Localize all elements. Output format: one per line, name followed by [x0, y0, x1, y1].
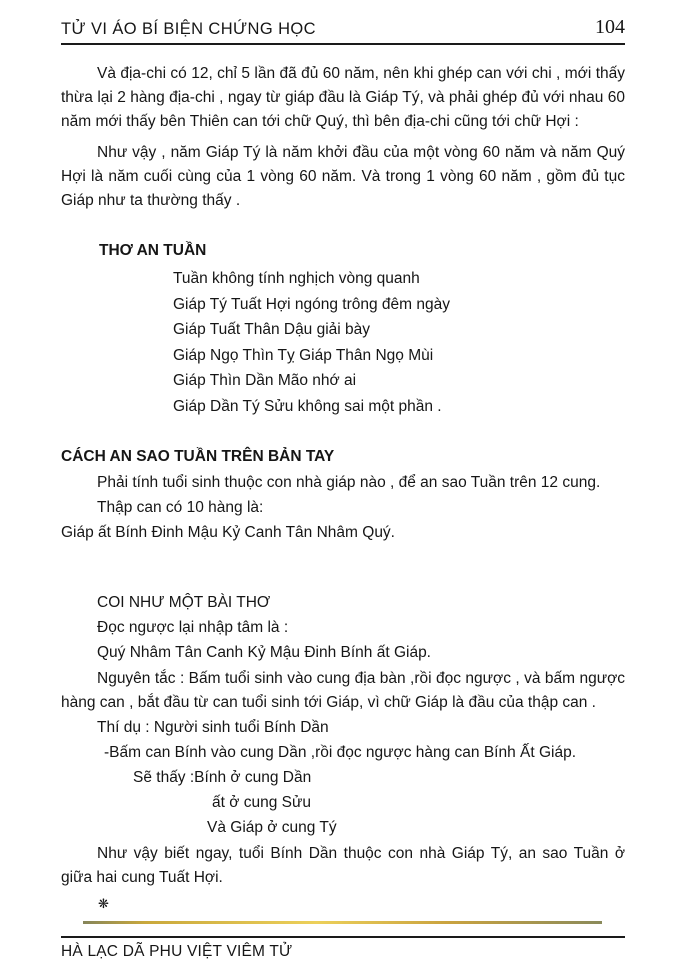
method-example-line: Thí dụ : Người sinh tuổi Bính Dần — [97, 719, 329, 736]
page-title: TỬ VI ÁO BÍ BIỆN CHỨNG HỌC — [61, 20, 316, 38]
poem-heading: THƠ AN TUẦN — [99, 242, 207, 259]
method-step-line: -Bấm can Bính vào cung Dần ,rồi đọc ngược hàng can Bính Ất Giáp. — [104, 744, 577, 761]
poem-line: Giáp Tý Tuất Hợi ngóng trông đêm ngày — [173, 295, 450, 313]
intro-paragraph-1: Và địa-chi có 12, chỉ 5 lần đã đủ 60 năm, nên khi ghép can với chi , mới thấy thừa lại 2 hàng địa-chi , ngay từ giáp đầu là Giáp Tý, và phải ghép đủ với nhau 60 năm mới thấy bên Thiên can tới chữ Quý, thì bên địa-chi cũng tới chữ Hợi : — [61, 65, 625, 130]
method-reverse-list-line: Quý Nhâm Tân Canh Kỷ Mậu Đinh Bính ất Giáp. — [97, 644, 431, 661]
section-heading: CÁCH AN SAO TUẦN TRÊN BẢN TAY — [61, 448, 335, 465]
poem-line: Giáp Tuất Thân Dậu giải bày — [173, 321, 371, 338]
method-principle-paragraph: Nguyên tắc : Bấm tuổi sinh vào cung địa bàn ,rồi đọc ngược , và bấm ngược hàng can , bắt đầu từ can tuổi sinh tới Giáp, vì chữ Giáp là đầu của thập can . — [61, 670, 625, 711]
footer-author: HÀ LẠC DÃ PHU VIỆT VIÊM TỬ — [61, 943, 293, 960]
method-can-list-line: Giáp ất Bính Đinh Mậu Kỷ Canh Tân Nhâm Quý. — [61, 524, 395, 541]
page-header — [61, 16, 625, 45]
method-thapcan-line: Thập can có 10 hàng là: — [97, 499, 264, 516]
poem-block — [173, 266, 625, 419]
method-result-line-3: Và Giáp ở cung Tý — [207, 819, 337, 836]
gold-divider — [83, 921, 602, 924]
poem-line: Tuần không tính nghịch vòng quanh — [173, 270, 420, 287]
poem-line: Giáp Thìn Dần Mão nhớ ai — [173, 372, 357, 389]
poem-line: Giáp Ngọ Thìn Tỵ Giáp Thân Ngọ Mùi — [173, 346, 434, 364]
method-conclusion-paragraph: Như vậy biết ngay, tuổi Bính Dần thuộc con nhà Giáp Tý, an sao Tuần ở giữa hai cung Tuất Hợi. — [61, 845, 625, 886]
poem-line: Giáp Dần Tý Sửu không sai một phần . — [173, 397, 442, 415]
method-sub-heading: COI NHƯ MỘT BÀI THƠ — [97, 594, 271, 611]
asterisk-ornament: ❋ — [98, 896, 109, 911]
intro-paragraph-2: Như vậy , năm Giáp Tý là năm khởi đầu của một vòng 60 năm và năm Quý Hợi là năm cuối cùng của 1 vòng 60 năm. Và trong 1 vòng 60 năm , gồm đủ tục Giáp như ta thường thấy . — [61, 144, 625, 209]
method-intro-line: Phải tính tuổi sinh thuộc con nhà giáp nào , để an sao Tuần trên 12 cung. — [97, 474, 601, 491]
page-footer — [61, 936, 625, 961]
method-result-line-1: Sẽ thấy :Bính ở cung Dần — [133, 769, 312, 786]
method-read-reverse-line: Đọc ngược lại nhập tâm là : — [97, 619, 289, 636]
page-number: 104 — [595, 16, 625, 38]
method-result-line-2: ất ở cung Sửu — [212, 794, 311, 811]
